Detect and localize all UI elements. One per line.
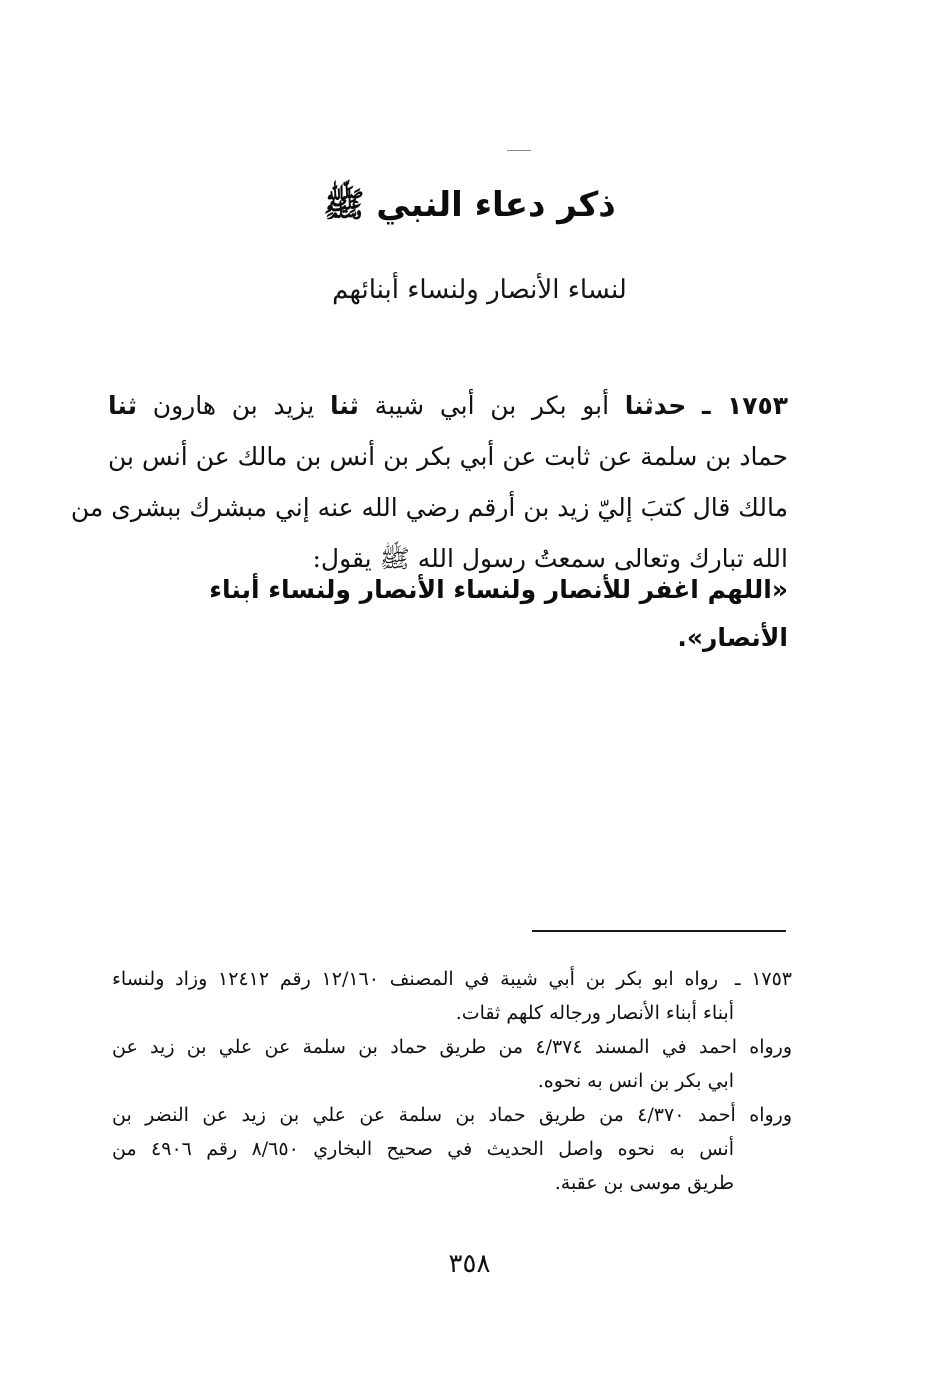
hadith-line-1 xyxy=(108,380,788,431)
narrator: يزيد بن هارون xyxy=(152,391,315,420)
footnote-line-2: أبناء أبناء الأنصار ورجاله كلهم ثقات. xyxy=(455,1002,734,1024)
footnote-ref-number: ١٧٥٣ ـ xyxy=(734,968,793,990)
scan-speck xyxy=(507,150,531,151)
footnote-divider xyxy=(532,930,786,932)
hadith-line-2: حماد بن سلمة عن ثابت عن أبي بكر بن أنس بن مالك عن أنس بن xyxy=(108,442,788,471)
narration-term: حدثنا xyxy=(624,391,687,420)
footnotes xyxy=(112,962,792,1200)
hadith-quote: «اللهم اغفر للأنصار ولنساء الأنصار ولنساء أبناء الأنصار». xyxy=(209,575,788,652)
narrator: أبو بكر بن أبي شيبة xyxy=(374,391,610,420)
hadith-line-3: مالك قال كتبَ إليّ زيد بن أرقم رضي الله عنه إني مبشرك ببشرى من xyxy=(70,493,788,522)
chapter-title: ذكر دعاء النبي ﷺ xyxy=(323,185,616,225)
footnote-line-7: طريق موسى بن عقبة. xyxy=(554,1172,734,1194)
hadith-number: ١٧٥٣ ـ xyxy=(701,391,789,420)
footnote-line-5: ورواه أحمد ٤/٣٧٠ من طريق حماد بن سلمة عن علي بن زيد عن النضر بن xyxy=(112,1104,793,1126)
footnote-line-3: ورواه احمد في المسند ٤/٣٧٤ من طريق حماد بن سلمة عن علي بن زيد عن xyxy=(112,1036,793,1058)
footnote-line-6: أنس به نحوه واصل الحديث في صحيح البخاري ٨/٦٥٠ رقم ٤٩٠٦ من xyxy=(112,1138,735,1160)
narration-term: ثنا xyxy=(329,391,359,420)
hadith-line-4: الله تبارك وتعالى سمعتُ رسول الله ﷺ يقول: xyxy=(312,544,788,573)
footnote-line-1: ١٧٥٣ ـ رواه ابو بكر بن أبي شيبة في المصنف ١٢/١٦٠ رقم ١٢٤١٢ وزاد ولنساء xyxy=(112,968,793,990)
hadith-text xyxy=(70,380,789,584)
chapter-subtitle: لنساء الأنصار ولنساء أبنائهم xyxy=(332,275,627,305)
narration-term: ثنا xyxy=(108,391,137,420)
page-number: ٣٥٨ xyxy=(448,1249,491,1279)
footnote-line-4: ابي بكر بن انس به نحوه. xyxy=(537,1070,734,1092)
